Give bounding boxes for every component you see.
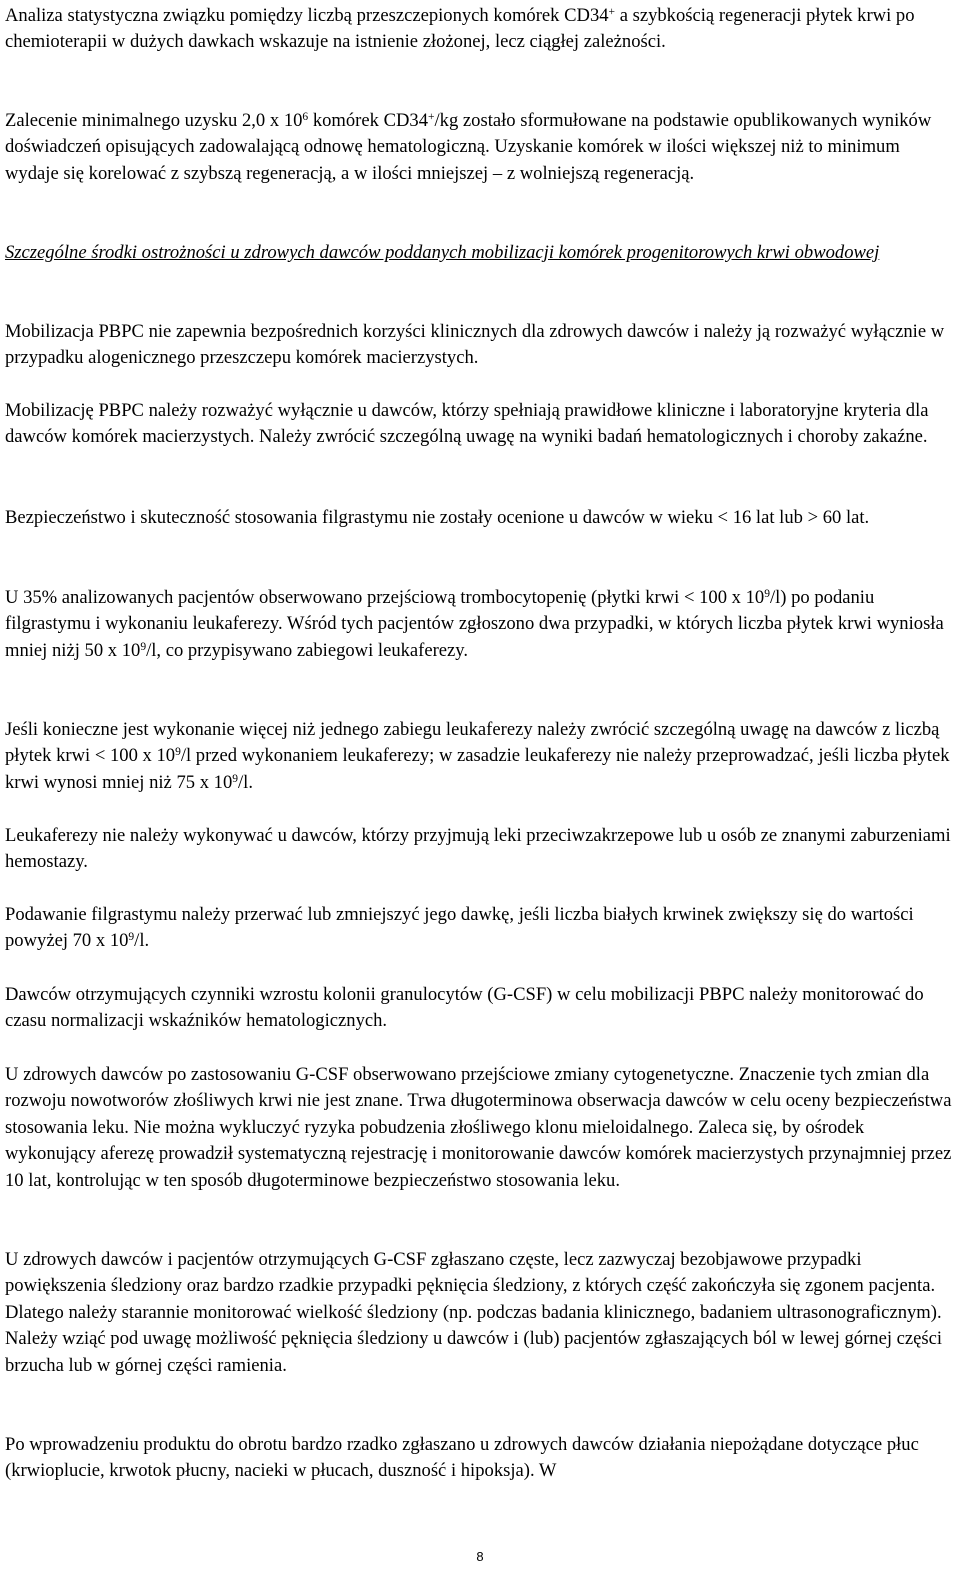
superscript: 9 bbox=[232, 772, 238, 785]
paragraph-cytogenetic-changes: U zdrowych dawców po zastosowaniu G-CSF obserwowano przejściowe zmiany cytogenetyczne. Znaczenie tych zmian dla rozwoju nowotworów złośliwych krwi nie jest znane. Trwa długoterminowa obserwacja dawców w celu oceny bezpieczeństwa stosowania leku. Nie można wykluczyć ryzyka pobudzenia złośliwego klonu mieloidalnego. Zaleca się, by ośrodek wykonujący aferezę prowadził systematyczną rejestrację i monitorowanie dawców komórek macierzystych przynajmniej przez 10 lat, kontrolując w ten sposób długoterminowe bezpieczeństwo stosowania leku. bbox=[5, 1064, 952, 1191]
paragraph-anticoagulants: Leukaferezy nie należy wykonywać u dawców, którzy przyjmują leki przeciwzakrzepowe lub u osób ze znanymi zaburzeniami hemostazy. bbox=[5, 825, 951, 873]
section-heading: Szczególne środki ostrożności u zdrowych dawców poddanych mobilizacji komórek progenitorowych krwi obwodowej bbox=[5, 242, 880, 263]
page-number: 8 bbox=[476, 1549, 484, 1564]
paragraph-cd34-analysis bbox=[5, 3, 955, 56]
text-run: /kg zostało sformułowane na podstawie opublikowanych wyników doświadczeń opisujących zadowalającą odnowę hematologiczną. Uzyskanie komórek w ilości większej niż to minimum wydaje się korelować z szybszą regeneracją, a w ilości mniejszej – z wolniejszą regeneracją. bbox=[5, 110, 932, 184]
paragraph-thrombocytopenia bbox=[5, 585, 955, 664]
superscript: 9 bbox=[140, 640, 147, 653]
paragraph-age-safety: Bezpieczeństwo i skuteczność stosowania filgrastymu nie zostały ocenione u dawców w wieku < 16 lat lub > 60 lat. bbox=[5, 507, 870, 528]
paragraph-minimum-yield bbox=[5, 108, 955, 187]
paragraph-pulmonary: Po wprowadzeniu produktu do obrotu bardzo rzadko zgłaszano u zdrowych dawców działania niepożądane dotyczące płuc (krwioplucie, krwotok płucny, nacieki w płucach, duszność i hipoksja). W bbox=[5, 1434, 919, 1482]
text-run: komórek CD34 bbox=[308, 110, 428, 131]
paragraph-donor-criteria: Mobilizację PBPC należy rozważyć wyłącznie u dawców, którzy spełniają prawidłowe kliniczne i laboratoryjne kryteria dla dawców komórek macierzystych. Należy zwrócić szczególną uwagę na wyniki badań hematologicznych i choroby zakaźne. bbox=[5, 400, 929, 448]
paragraph-gcsf-monitoring: Dawców otrzymujących czynniki wzrostu kolonii granulocytów (G-CSF) w celu mobilizacji PBPC należy monitorować do czasu normalizacji wskaźników hematologicznych. bbox=[5, 984, 924, 1032]
superscript: 9 bbox=[175, 746, 181, 759]
paragraph-spleen: U zdrowych dawców i pacjentów otrzymujących G-CSF zgłaszano częste, lecz zazwyczaj bezobjawowe przypadki powiększenia śledziony oraz bardzo rzadkie przypadki pęknięcia śledziony, z których część zakończyła się zgonem pacjenta. Dlatego należy starannie monitorować wielkość śledziony (np. podczas badania klinicznego, badaniem ultrasonograficznym). Należy wziąć pod uwagę możliwość pęknięcia śledziony u dawców i (lub) pacjentów zgłaszających ból w lewej górnej części brzucha lub w górnej części ramienia. bbox=[5, 1249, 943, 1376]
superscript: 9 bbox=[764, 587, 770, 600]
text-run: /l. bbox=[134, 930, 150, 952]
superscript: 9 bbox=[128, 931, 135, 944]
text-run: /l. bbox=[238, 771, 253, 793]
paragraph-white-cells bbox=[5, 902, 955, 955]
superscript: + bbox=[428, 110, 435, 123]
superscript: 6 bbox=[302, 110, 309, 123]
text-run: a szybkością regeneracji płytek krwi po chemioterapii w dużych dawkach wskazuje na istnienie złożonej, lecz ciągłej zależności. bbox=[5, 5, 915, 53]
text-run: /l, co przypisywano zabiegowi leukaferezy. bbox=[146, 639, 469, 661]
text-run: /l) po podaniu filgrastymu i wykonaniu leukaferezy. Wśród tych pacjentów zgłoszono dwa przypadki, w których liczba płytek krwi wyniosła mniej niżj 50 x 10 bbox=[5, 587, 944, 661]
paragraph-leukapheresis-platelets bbox=[5, 717, 955, 796]
text-run: Analiza statystyczna związku pomiędzy liczbą przeszczepionych komórek CD34 bbox=[5, 5, 609, 26]
text-run: Podawanie filgrastymu należy przerwać lub zmniejszyć jego dawkę, jeśli liczba białych krwinek zwiększy się do wartości powyżej 70 x 10 bbox=[5, 904, 914, 952]
text-run: U 35% analizowanych pacjentów obserwowano przejściową trombocytopenię (płytki krwi < 100 x 10 bbox=[5, 587, 765, 608]
text-run: /l przed wykonaniem leukaferezy; w zasadzie leukaferezy nie należy przeprowadzać, jeśli liczba płytek krwi wynosi mniej niż 75 x 10 bbox=[5, 745, 950, 793]
text-run: Zalecenie minimalnego uzysku 2,0 x 10 bbox=[5, 110, 303, 131]
text-run: Jeśli konieczne jest wykonanie więcej niż jednego zabiegu leukaferezy należy zwrócić szczególną uwagę na dawców z liczbą płytek krwi < 100 x 10 bbox=[5, 719, 940, 767]
superscript: + bbox=[608, 5, 616, 18]
paragraph-pbpc-mobilization: Mobilizacja PBPC nie zapewnia bezpośrednich korzyści klinicznych dla zdrowych dawców i należy ją rozważyć wyłącznie w przypadku alogenicznego przeszczepu komórek macierzystych. bbox=[5, 321, 945, 369]
